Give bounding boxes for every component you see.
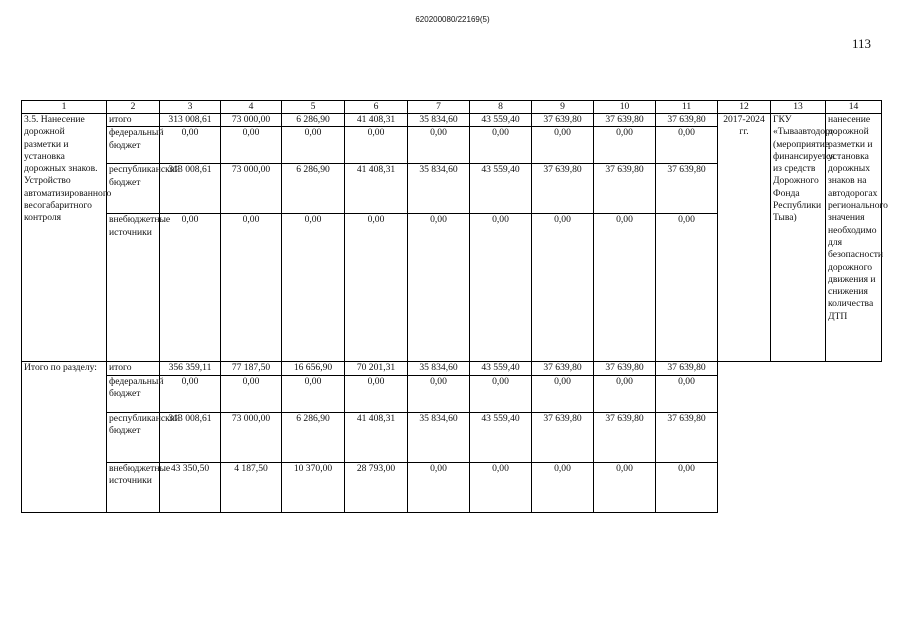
value-cell: 0,00 (408, 375, 470, 412)
value-cell: 0,00 (656, 375, 718, 412)
value-cell: 77 187,50 (221, 362, 282, 375)
value-cell: 0,00 (282, 214, 345, 362)
value-cell: 0,00 (532, 127, 594, 164)
header-cell: 4 (221, 101, 282, 114)
source-cell: итого (107, 114, 160, 127)
value-cell: 0,00 (594, 214, 656, 362)
value-cell: 35 834,60 (408, 164, 470, 214)
value-cell: 37 639,80 (532, 362, 594, 375)
value-cell: 313 008,61 (160, 412, 221, 462)
value-cell: 356 359,11 (160, 362, 221, 375)
value-cell: 73 000,00 (221, 412, 282, 462)
header-cell: 10 (594, 101, 656, 114)
value-cell: 0,00 (656, 462, 718, 512)
value-cell: 0,00 (282, 127, 345, 164)
header-cell: 8 (470, 101, 532, 114)
value-cell: 0,00 (282, 375, 345, 412)
header-cell: 1 (22, 101, 107, 114)
program-table (21, 100, 888, 513)
header-cell: 13 (771, 101, 826, 114)
value-cell: 35 834,60 (408, 362, 470, 375)
value-cell: 43 559,40 (470, 362, 532, 375)
period-cell: 2017-2024 гг. (718, 114, 771, 362)
page-number: 113 (852, 36, 872, 51)
value-cell: 0,00 (345, 127, 408, 164)
value-cell: 35 834,60 (408, 114, 470, 127)
value-cell: 0,00 (221, 375, 282, 412)
value-cell: 70 201,31 (345, 362, 408, 375)
table-row (22, 362, 882, 375)
source-cell: федеральный бюджет (107, 127, 160, 164)
header-cell: 9 (532, 101, 594, 114)
value-cell: 41 408,31 (345, 114, 408, 127)
empty-area (718, 362, 882, 512)
value-cell: 0,00 (470, 375, 532, 412)
value-cell: 37 639,80 (656, 114, 718, 127)
value-cell: 4 187,50 (221, 462, 282, 512)
source-cell: внебюджетные источники (107, 462, 160, 512)
header-cell: 12 (718, 101, 771, 114)
value-cell: 313 008,61 (160, 164, 221, 214)
header-row (22, 101, 882, 114)
source-cell: внебюджетные источники (107, 214, 160, 362)
executor-cell: ГКУ «Тываавтодор». (мероприятие финансируется из средств Дорожного Фонда Республики Тыва) (771, 114, 826, 362)
value-cell: 0,00 (470, 214, 532, 362)
value-cell: 0,00 (160, 375, 221, 412)
value-cell: 73 000,00 (221, 114, 282, 127)
value-cell: 0,00 (160, 127, 221, 164)
value-cell: 0,00 (656, 214, 718, 362)
value-cell: 6 286,90 (282, 114, 345, 127)
value-cell: 41 408,31 (345, 164, 408, 214)
value-cell: 0,00 (594, 462, 656, 512)
value-cell: 37 639,80 (594, 412, 656, 462)
measure-name: 3.5. Нанесение дорожной разметки и установка дорожных знаков. Устройство автоматизированного весогабаритного контроля (22, 114, 107, 362)
value-cell: 0,00 (470, 462, 532, 512)
value-cell: 0,00 (470, 127, 532, 164)
value-cell: 0,00 (532, 375, 594, 412)
source-cell: итого (107, 362, 160, 375)
value-cell: 37 639,80 (594, 362, 656, 375)
value-cell: 37 639,80 (532, 114, 594, 127)
header-cell: 7 (408, 101, 470, 114)
value-cell: 10 370,00 (282, 462, 345, 512)
header-cell: 5 (282, 101, 345, 114)
value-cell: 73 000,00 (221, 164, 282, 214)
value-cell: 0,00 (532, 214, 594, 362)
value-cell: 37 639,80 (532, 164, 594, 214)
header-cell: 3 (160, 101, 221, 114)
header-cell: 6 (345, 101, 408, 114)
header-cell: 2 (107, 101, 160, 114)
value-cell: 43 559,40 (470, 114, 532, 127)
value-cell: 37 639,80 (594, 164, 656, 214)
header-cell: 14 (826, 101, 882, 114)
value-cell: 0,00 (532, 462, 594, 512)
value-cell: 43 559,40 (470, 412, 532, 462)
source-cell: республиканский бюджет (107, 412, 160, 462)
value-cell: 28 793,00 (345, 462, 408, 512)
value-cell: 313 008,61 (160, 114, 221, 127)
value-cell: 0,00 (408, 214, 470, 362)
value-cell: 0,00 (408, 127, 470, 164)
value-cell: 37 639,80 (656, 362, 718, 375)
value-cell: 35 834,60 (408, 412, 470, 462)
value-cell: 37 639,80 (532, 412, 594, 462)
value-cell: 0,00 (408, 462, 470, 512)
value-cell: 43 350,50 (160, 462, 221, 512)
header-cell: 11 (656, 101, 718, 114)
value-cell: 0,00 (594, 127, 656, 164)
value-cell: 0,00 (345, 214, 408, 362)
value-cell: 0,00 (221, 214, 282, 362)
value-cell: 0,00 (221, 127, 282, 164)
value-cell: 0,00 (656, 127, 718, 164)
section-total-label: Итого по разделу: (22, 362, 107, 512)
document-id: 620200080/22169(5) (415, 15, 490, 24)
value-cell: 6 286,90 (282, 164, 345, 214)
value-cell: 0,00 (345, 375, 408, 412)
value-cell: 43 559,40 (470, 164, 532, 214)
value-cell: 41 408,31 (345, 412, 408, 462)
value-cell: 0,00 (160, 214, 221, 362)
value-cell: 16 656,90 (282, 362, 345, 375)
value-cell: 37 639,80 (594, 114, 656, 127)
value-cell: 0,00 (594, 375, 656, 412)
source-cell: федеральный бюджет (107, 375, 160, 412)
result-cell: нанесение дорожной разметки и установка дорожных знаков на автодорогах регионального значения необходимо для безопасности дорожного движения и снижения количества ДТП (826, 114, 882, 362)
table-row (22, 114, 882, 127)
value-cell: 6 286,90 (282, 412, 345, 462)
value-cell: 37 639,80 (656, 164, 718, 214)
value-cell: 37 639,80 (656, 412, 718, 462)
source-cell: республиканский бюджет (107, 164, 160, 214)
